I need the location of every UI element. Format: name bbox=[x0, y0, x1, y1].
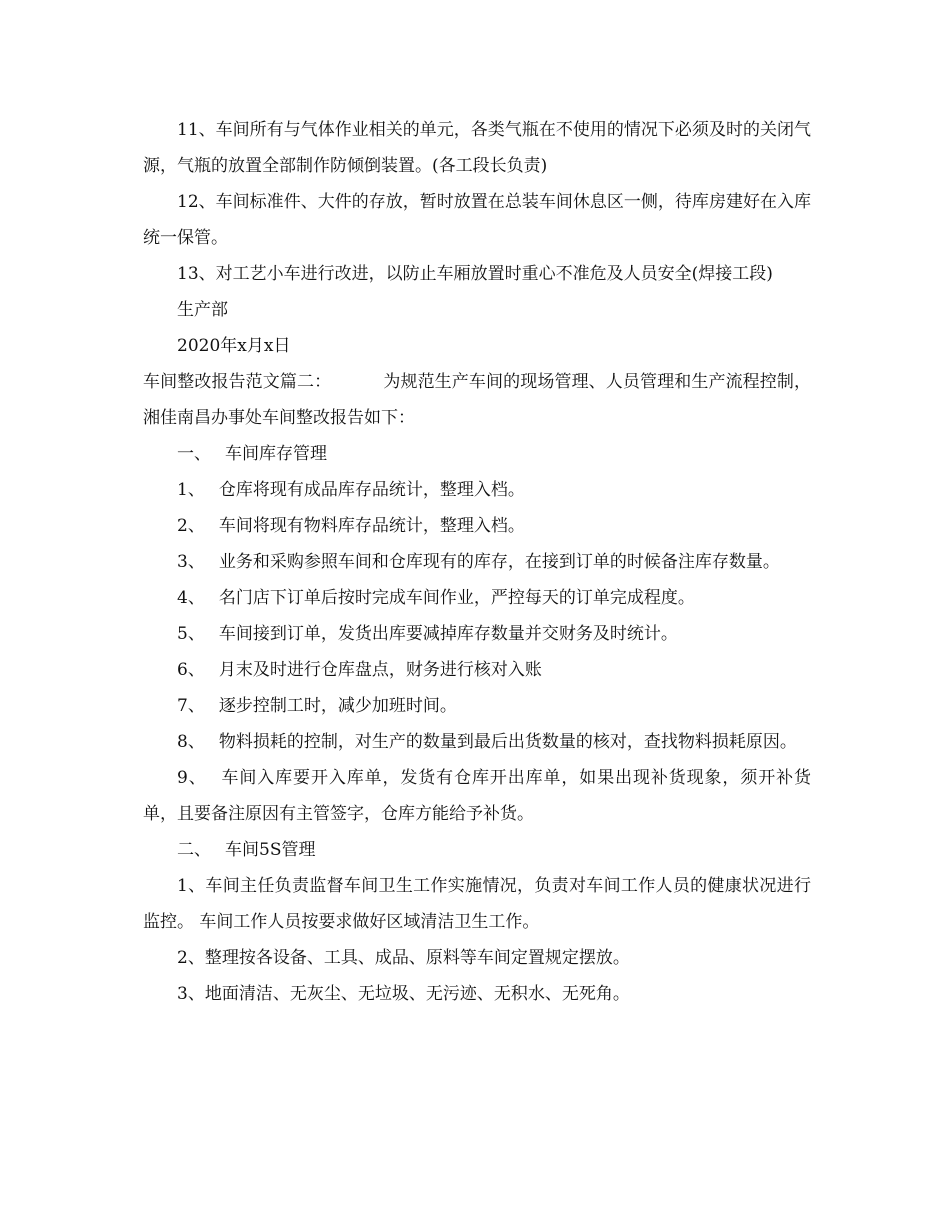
item-number: 8、 bbox=[177, 732, 205, 752]
section-heading-inventory bbox=[143, 436, 811, 472]
item-number: 5、 bbox=[177, 624, 205, 644]
item-number: 3、 bbox=[177, 552, 205, 572]
paragraph-item-13: 13、对工艺小车进行改进，以防止车厢放置时重心不准危及人员安全(焊接工段) bbox=[177, 264, 773, 284]
section-number: 一、 bbox=[177, 444, 211, 464]
item-text: 仓库将现有成品库存品统计，整理入档。 bbox=[218, 480, 525, 500]
section-title: 车间5S管理 bbox=[225, 840, 316, 860]
item-number: 1、 bbox=[177, 480, 205, 500]
five-s-item: 3、地面清洁、无灰尘、无垃圾、无污迹、无积水、无死角。 bbox=[177, 984, 630, 1004]
second-report-heading: 车间整改报告范文篇二： bbox=[143, 372, 332, 392]
second-report-intro-text: 为规范生产车间的现场管理、人员管理和生产流程控制，湘佳南昌办事处车间整改报告如下： bbox=[143, 372, 812, 428]
section-heading-5s bbox=[143, 832, 811, 868]
five-s-item: 2、整理按各设备、工具、成品、原料等车间定置规定摆放。 bbox=[177, 948, 630, 968]
document-body bbox=[143, 112, 811, 1012]
item-number: 7、 bbox=[177, 696, 205, 716]
paragraph-item-11: 11、车间所有与气体作业相关的单元，各类气瓶在不使用的情况下必须及时的关闭气源，气瓶的放置全部制作防倾倒装置。(各工段长负责) bbox=[143, 120, 811, 176]
item-text: 业务和采购参照车间和仓库现有的库存，在接到订单的时候备注库存数量。 bbox=[218, 552, 780, 572]
item-number: 6、 bbox=[177, 660, 205, 680]
item-number: 4、 bbox=[177, 588, 205, 608]
inventory-item bbox=[143, 760, 811, 832]
inventory-item bbox=[143, 544, 811, 580]
item-text: 车间接到订单，发货出库要减掉库存数量并交财务及时统计。 bbox=[218, 624, 678, 644]
inventory-item bbox=[143, 508, 811, 544]
item-text: 逐步控制工时，减少加班时间。 bbox=[218, 696, 457, 716]
item-text: 车间入库要开入库单，发货有仓库开出库单，如果出现补货现象，须开补货单，且要备注原因有主管签字，仓库方能给予补货。 bbox=[143, 768, 811, 824]
five-s-item: 1、车间主任负责监督车间卫生工作实施情况，负责对车间工作人员的健康状况进行监控。 车间工作人员按要求做好区域清洁卫生工作。 bbox=[143, 876, 811, 932]
inventory-item bbox=[143, 472, 811, 508]
inventory-item bbox=[143, 724, 811, 760]
signature-date: 2020年x月x日 bbox=[177, 336, 291, 356]
item-text: 物料损耗的控制，对生产的数量到最后出货数量的核对，查找物料损耗原因。 bbox=[218, 732, 797, 752]
paragraph-item-12: 12、车间标准件、大件的存放，暂时放置在总装车间休息区一侧，待库房建好在入库统一保管。 bbox=[143, 192, 811, 248]
inventory-item bbox=[143, 616, 811, 652]
item-text: 车间将现有物料库存品统计，整理入档。 bbox=[218, 516, 525, 536]
section-title: 车间库存管理 bbox=[225, 444, 327, 464]
section-number: 二、 bbox=[177, 840, 211, 860]
item-text: 月末及时进行仓库盘点，财务进行核对入账 bbox=[218, 660, 542, 680]
item-number: 9、 bbox=[177, 768, 207, 788]
inventory-item bbox=[143, 580, 811, 616]
inventory-item bbox=[143, 688, 811, 724]
inventory-item bbox=[143, 652, 811, 688]
second-report-intro bbox=[143, 364, 811, 436]
item-number: 2、 bbox=[177, 516, 205, 536]
item-text: 名门店下订单后按时完成车间作业，严控每天的订单完成程度。 bbox=[218, 588, 695, 608]
department-signature: 生产部 bbox=[177, 300, 228, 320]
